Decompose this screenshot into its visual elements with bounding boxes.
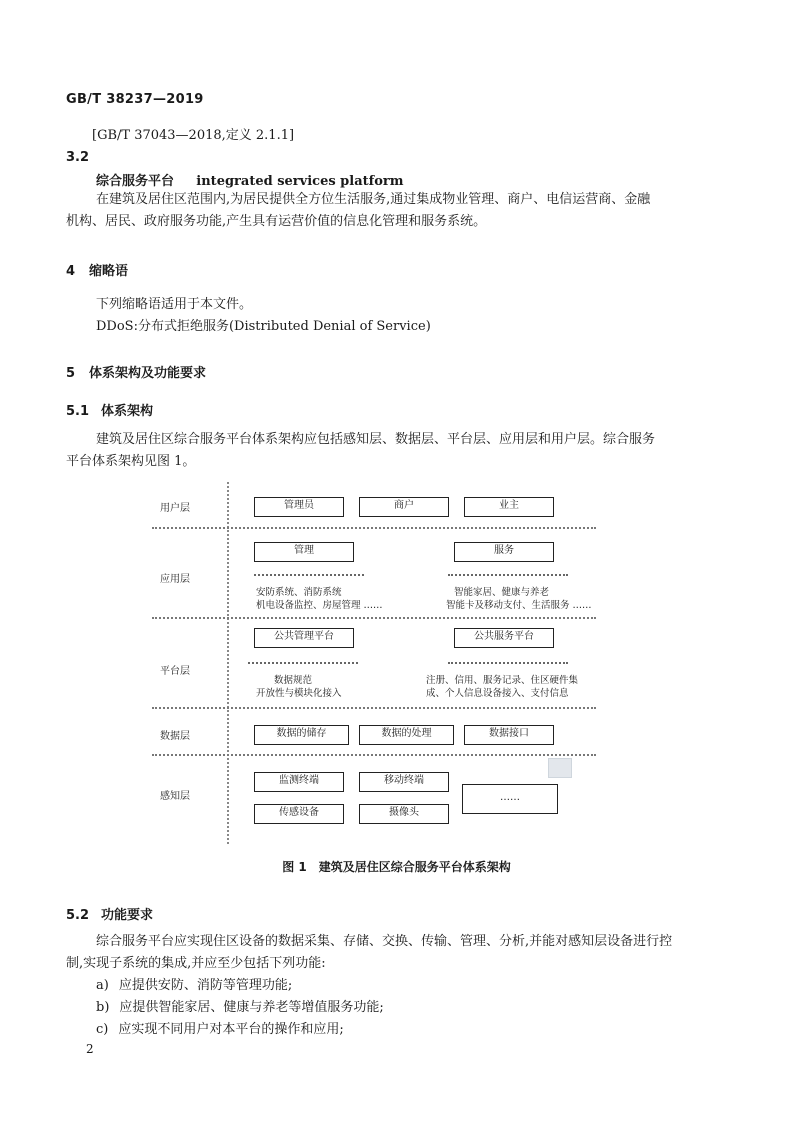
term-cn: 综合服务平台: [96, 174, 175, 189]
architecture-diagram: [152, 482, 596, 844]
sense-camera-box: 摄像头: [359, 804, 449, 824]
data-storage-box: 数据的储存: [254, 725, 349, 745]
platform-left-text-2: 开放性与模块化接入: [256, 688, 342, 699]
list-item: [96, 1019, 344, 1041]
app-left-text-1: 安防系统、消防系统: [256, 587, 342, 598]
app-right-text-1: 智能家居、健康与养老: [454, 587, 550, 598]
layer-separator: [152, 617, 596, 619]
section-5-number: 5: [66, 366, 76, 381]
sense-more-box: ……: [462, 784, 558, 814]
section-4-heading: [66, 260, 128, 279]
section-5-2-number: 5.2: [66, 908, 90, 923]
sense-mobile-box: 移动终端: [359, 772, 449, 792]
page-number: 2: [86, 1042, 94, 1056]
list-item-label: a): [96, 978, 109, 993]
app-right-text-2: 智能卡及移动支付、生活服务 ……: [446, 600, 592, 611]
architecture-line-2: 平台体系架构见图 1。: [66, 454, 196, 469]
platform-right-text-2: 成、个人信息设备接入、支付信息: [426, 688, 569, 699]
section-5-heading: [66, 362, 206, 381]
user-box-admin: 管理员: [254, 497, 344, 517]
sense-sensor-box: 传感设备: [254, 804, 344, 824]
list-item: [96, 975, 292, 997]
sense-monitor-box: 监测终端: [254, 772, 344, 792]
layer-separator: [152, 707, 596, 709]
platform-dotted-line: [448, 662, 568, 664]
list-item-label: b): [96, 1000, 110, 1015]
abbrev-intro: 下列缩略语适用于本文件。: [96, 297, 253, 312]
section-4-title: 缩略语: [89, 264, 129, 279]
layer-label-data: 数据层: [160, 731, 190, 742]
layer-separator: [152, 754, 596, 756]
layer-label-app: 应用层: [160, 574, 190, 585]
app-manage-box: 管理: [254, 542, 354, 562]
section-5-2-heading: [66, 904, 153, 923]
layer-label-sense: 感知层: [160, 791, 190, 802]
document-header: GB/T 38237—2019: [66, 92, 204, 107]
app-dotted-line: [448, 574, 568, 576]
section-3-2-number: 3.2: [66, 150, 90, 165]
user-box-merchant: 商户: [359, 497, 449, 517]
list-item: [96, 997, 384, 1019]
data-interface-box: 数据接口: [464, 725, 554, 745]
function-line-2: 制,实现子系统的集成,并应至少包括下列功能:: [66, 956, 326, 971]
term-en: integrated services platform: [196, 174, 404, 189]
platform-left-text-1: 数据规范: [274, 675, 313, 686]
section-4-number: 4: [66, 264, 76, 279]
section-5-2-title: 功能要求: [101, 908, 154, 923]
architecture-line-1: 建筑及居住区综合服务平台体系架构应包括感知层、数据层、平台层、应用层和用户层。综合服务: [96, 432, 656, 447]
layer-label-platform: 平台层: [160, 666, 190, 677]
layer-separator: [152, 527, 596, 529]
abbrev-ddos: DDoS:分布式拒绝服务(Distributed Denial of Service): [96, 319, 431, 334]
scan-mark: [548, 758, 572, 778]
user-box-owner: 业主: [464, 497, 554, 517]
definition-line-2: 机构、居民、政府服务功能,产生具有运营价值的信息化管理和服务系统。: [66, 214, 487, 229]
definition-line-1: 在建筑及居住区范围内,为居民提供全方位生活服务,通过集成物业管理、商户、电信运营商、金融: [96, 192, 651, 207]
platform-dotted-line: [248, 662, 358, 664]
section-5-1-heading: [66, 400, 153, 419]
app-dotted-line: [254, 574, 364, 576]
list-item-text: 应提供智能家居、健康与养老等增值服务功能;: [119, 1000, 384, 1015]
layer-divider-vertical: [227, 482, 229, 844]
function-line-1: 综合服务平台应实现住区设备的数据采集、存储、交换、传输、管理、分析,并能对感知层设备进行控: [96, 934, 673, 949]
reference-note: [GB/T 37043—2018,定义 2.1.1]: [92, 128, 295, 143]
list-item-text: 应提供安防、消防等管理功能;: [118, 978, 293, 993]
data-processing-box: 数据的处理: [359, 725, 454, 745]
section-5-1-number: 5.1: [66, 404, 90, 419]
list-item-label: c): [96, 1022, 109, 1037]
term-heading: [96, 170, 404, 189]
platform-right-text-1: 注册、信用、服务记录、住区硬件集: [426, 675, 579, 686]
platform-service-box: 公共服务平台: [454, 628, 554, 648]
app-service-box: 服务: [454, 542, 554, 562]
app-left-text-2: 机电设备监控、房屋管理 ……: [256, 600, 383, 611]
section-5-title: 体系架构及功能要求: [89, 366, 207, 381]
section-5-1-title: 体系架构: [101, 404, 154, 419]
layer-label-user: 用户层: [160, 503, 190, 514]
figure-caption: 图 1 建筑及居住区综合服务平台体系架构: [282, 860, 511, 874]
list-item-text: 应实现不同用户对本平台的操作和应用;: [118, 1022, 344, 1037]
platform-mgmt-box: 公共管理平台: [254, 628, 354, 648]
